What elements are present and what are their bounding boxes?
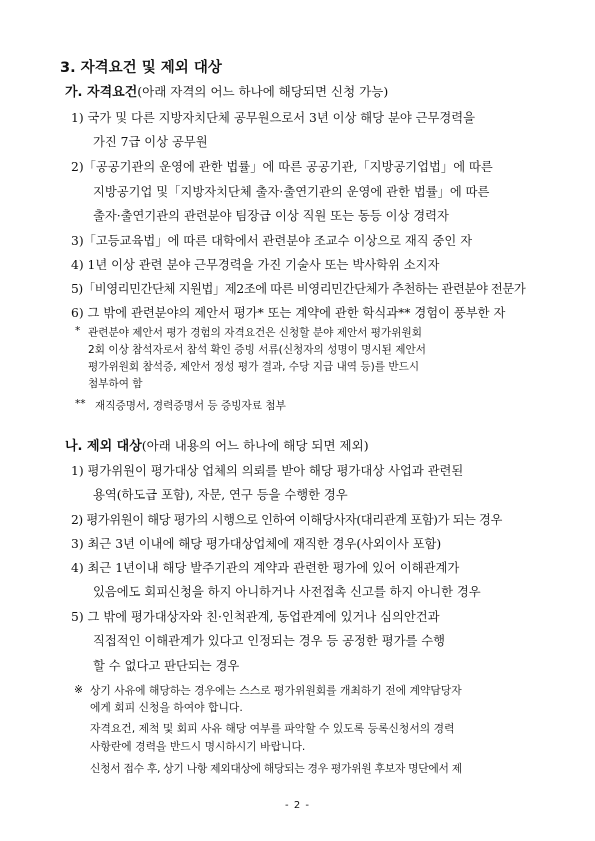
qualification-item-2-cont2: 출자·출연기관의 관련분야 팀장급 이상 직원 또는 동등 이상 경력자 [93,209,449,223]
qualification-item-2-cont: 지방공기업 및「지방자치단체 출자·출연기관의 운영에 관한 법률」에 따른 [93,185,490,199]
exclusion-item-1: 1) 평가위원이 평가대상 업체의 의뢰를 받아 해당 평가대상 사업과 관련된 [71,464,464,478]
exclusion-item-1-cont: 용역(하도급 포함), 자문, 연구 등을 수행한 경우 [93,488,348,502]
exclusion-item-3: 3) 최근 3년 이내에 해당 평가대상업체에 재직한 경우(사외이사 포함) [71,537,442,551]
notice-line: 신청서 접수 후, 상기 나항 제외대상에 해당되는 경우 평가위원 후보자 명단에서 제 [90,762,462,775]
qualification-item-5: 5)「비영리민간단체 지원법」제2조에 따른 비영리민간단체가 추천하는 관련분야 전문가 [71,282,526,296]
qualification-heading-note: (아래 자격의 어느 하나에 해당되면 신청 가능) [137,84,389,99]
footnote2-marker: ** [75,398,86,410]
qualification-heading [65,81,388,100]
section-title: 3. 자격요건 및 제외 대상 [60,60,222,76]
exclusion-item-5-cont2: 할 수 없다고 판단되는 경우 [93,659,240,673]
qualification-item-1-cont: 가진 7급 이상 공무원 [93,135,208,149]
exclusion-item-2: 2) 평가위원이 해당 평가의 시행으로 인하여 이해당사자(대리관계 포함)가 되는 경우 [71,513,502,527]
footnote-marker: * [75,325,81,337]
notice-line: 에게 회피 신청을 하여야 합니다. [90,701,243,714]
exclusion-item-4: 4) 최근 1년이내 해당 발주기관의 계약과 관련한 평가에 있어 이해관계가 [71,561,460,575]
exclusion-item-5: 5) 그 밖에 평가대상자와 친·인척관계, 동업관계에 있거나 심의안건과 [71,610,440,624]
footnote-line: 평가위원회 참석증, 제안서 정성 평가 결과, 수당 지급 내역 등)를 반드시 [88,361,420,373]
exclusion-heading-label: 나. 제외 대상 [65,439,142,454]
notice-line: 사항란에 경력을 반드시 명시하시기 바랍니다. [90,740,306,753]
page-number: - 2 - [285,800,310,811]
qualification-item-4: 4) 1년 이상 관련 분야 근무경력을 가진 기술사 또는 박사학위 소지자 [71,258,440,272]
qualification-item-1: 1) 국가 및 다른 지방자치단체 공무원으로서 3년 이상 해당 분야 근무경력을 [71,111,476,125]
qualification-item-2: 2)「공공기관의 운영에 관한 법률」에 따른 공공기관,「지방공기업법」에 따른 [71,160,493,174]
footnote2-text: 재직증명서, 경력증명서 등 증빙자료 첨부 [95,400,286,412]
notice-marker: ※ [74,683,84,696]
footnote-line: 관련분야 제안서 평가 경험의 자격요건은 신청할 분야 제안서 평가위원회 [88,327,422,339]
footnote-line: 첨부하여 함 [88,378,143,390]
exclusion-item-4-cont: 있음에도 회피신청을 하지 아니하거나 사전접촉 신고를 하지 아니한 경우 [93,585,481,599]
exclusion-item-5-cont: 직접적인 이해관계가 있다고 인정되는 경우 등 공정한 평가를 수행 [93,634,445,648]
qualification-item-3: 3)「고등교육법」에 따른 대학에서 관련분야 조교수 이상으로 재직 중인 자 [71,234,473,248]
qualification-heading-label: 가. 자격요건 [65,85,138,100]
exclusion-heading-note: (아래 내용의 어느 하나에 해당 되면 제외) [141,438,369,453]
notice-line: 자격요건, 제척 및 회피 사유 해당 여부를 파악할 수 있도록 등록신청서의 경력 [90,722,455,735]
footnote-line: 2회 이상 참석자로서 참석 확인 증빙 서류(신청자의 성명이 명시된 제안서 [88,344,426,356]
notice-line: 상기 사유에 해당하는 경우에는 스스로 평가위원회를 개최하기 전에 계약담당자 [90,684,462,697]
exclusion-heading [65,435,369,454]
qualification-item-6: 6) 그 밖에 관련분야의 제안서 평가* 또는 계약에 관한 학식과** 경험이 풍부한 자 [71,306,506,320]
